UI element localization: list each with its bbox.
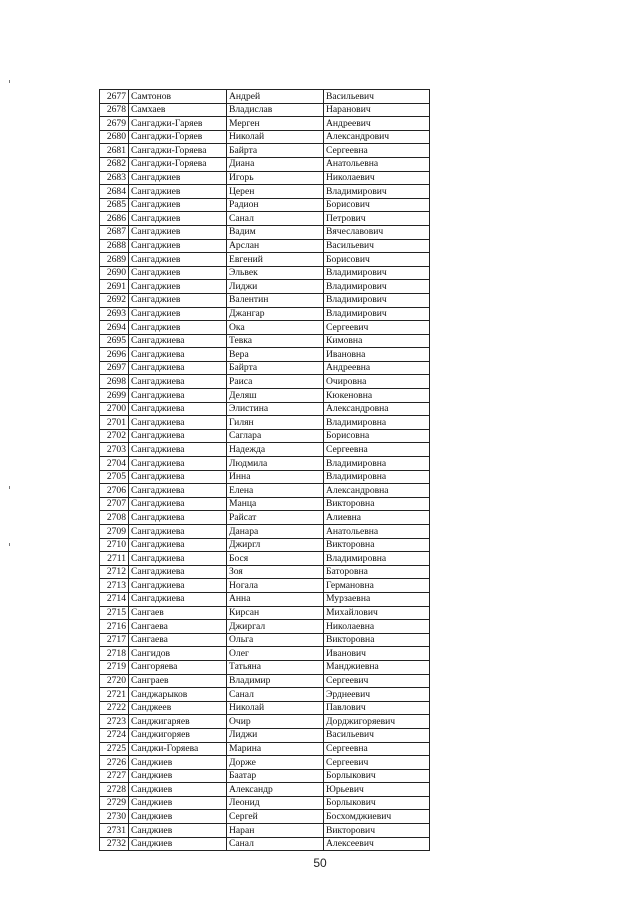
table-row — [100, 837, 430, 851]
row-number-cell: 2696 — [100, 348, 129, 362]
first-name-cell: Олег — [227, 647, 324, 661]
last-name-cell: Сангаджиева — [129, 552, 227, 566]
first-name-cell: Джиргал — [227, 620, 324, 634]
table-row — [100, 429, 430, 443]
patronymic-cell: Викторовна — [324, 538, 430, 552]
patronymic-cell: Очировна — [324, 375, 430, 389]
row-number-cell: 2705 — [100, 470, 129, 484]
first-name-cell: Саглара — [227, 429, 324, 443]
last-name-cell: Самхаев — [129, 103, 227, 117]
row-number-cell: 2716 — [100, 620, 129, 634]
first-name-cell: Джиргл — [227, 538, 324, 552]
patronymic-cell: Николаевич — [324, 171, 430, 185]
table-row — [100, 171, 430, 185]
first-name-cell: Вера — [227, 348, 324, 362]
first-name-cell: Радион — [227, 198, 324, 212]
first-name-cell: Владислав — [227, 103, 324, 117]
last-name-cell: Сангаджиева — [129, 416, 227, 430]
last-name-cell: Сангаджиева — [129, 592, 227, 606]
first-name-cell: Валентин — [227, 293, 324, 307]
table-row — [100, 117, 430, 131]
last-name-cell: Сангаджи-Горяев — [129, 130, 227, 144]
first-name-cell: Данара — [227, 525, 324, 539]
last-name-cell: Сангаева — [129, 633, 227, 647]
patronymic-cell: Манджиевна — [324, 660, 430, 674]
patronymic-cell: Владимировна — [324, 457, 430, 471]
last-name-cell: Сангаджиева — [129, 402, 227, 416]
table-row — [100, 728, 430, 742]
patronymic-cell: Васильевич — [324, 239, 430, 253]
patronymic-cell: Баторовна — [324, 565, 430, 579]
first-name-cell: Инна — [227, 470, 324, 484]
row-number-cell: 2695 — [100, 334, 129, 348]
row-number-cell: 2707 — [100, 497, 129, 511]
last-name-cell: Санджеев — [129, 701, 227, 715]
row-number-cell: 2715 — [100, 606, 129, 620]
row-number-cell: 2721 — [100, 688, 129, 702]
row-number-cell: 2731 — [100, 824, 129, 838]
table-row — [100, 769, 430, 783]
table-row — [100, 375, 430, 389]
table-row — [100, 511, 430, 525]
table-row — [100, 701, 430, 715]
row-number-cell: 2689 — [100, 253, 129, 267]
first-name-cell: Мерген — [227, 117, 324, 131]
last-name-cell: Сангаджиев — [129, 280, 227, 294]
last-name-cell: Сангаджиева — [129, 361, 227, 375]
row-number-cell: 2699 — [100, 389, 129, 403]
last-name-cell: Сангаджиева — [129, 525, 227, 539]
table-row — [100, 443, 430, 457]
first-name-cell: Санал — [227, 837, 324, 851]
patronymic-cell: Владимирович — [324, 266, 430, 280]
first-name-cell: Владимир — [227, 674, 324, 688]
table-row — [100, 565, 430, 579]
patronymic-cell: Алексеевич — [324, 837, 430, 851]
first-name-cell: Гилян — [227, 416, 324, 430]
scan-speck — [9, 80, 10, 83]
first-name-cell: Манца — [227, 497, 324, 511]
last-name-cell: Санджигаряев — [129, 715, 227, 729]
last-name-cell: Сангаджиев — [129, 212, 227, 226]
row-number-cell: 2718 — [100, 647, 129, 661]
row-number-cell: 2722 — [100, 701, 129, 715]
first-name-cell: Сергей — [227, 810, 324, 824]
table-row — [100, 334, 430, 348]
row-number-cell: 2698 — [100, 375, 129, 389]
last-name-cell: Сангаджиева — [129, 511, 227, 525]
row-number-cell: 2683 — [100, 171, 129, 185]
first-name-cell: Деляш — [227, 389, 324, 403]
last-name-cell: Сангаджиев — [129, 225, 227, 239]
last-name-cell: Сангаджиев — [129, 171, 227, 185]
table-row — [100, 620, 430, 634]
last-name-cell: Сангаджиева — [129, 457, 227, 471]
table-row — [100, 742, 430, 756]
patronymic-cell: Наранович — [324, 103, 430, 117]
last-name-cell: Сангаджиева — [129, 375, 227, 389]
first-name-cell: Николай — [227, 701, 324, 715]
row-number-cell: 2686 — [100, 212, 129, 226]
patronymic-cell: Владимирович — [324, 307, 430, 321]
row-number-cell: 2725 — [100, 742, 129, 756]
last-name-cell: Сангаджиева — [129, 497, 227, 511]
row-number-cell: 2726 — [100, 756, 129, 770]
table-row — [100, 348, 430, 362]
patronymic-cell: Васильевич — [324, 728, 430, 742]
row-number-cell: 2732 — [100, 837, 129, 851]
row-number-cell: 2709 — [100, 525, 129, 539]
table-row — [100, 538, 430, 552]
table-row — [100, 579, 430, 593]
row-number-cell: 2678 — [100, 103, 129, 117]
first-name-cell: Райсат — [227, 511, 324, 525]
row-number-cell: 2702 — [100, 429, 129, 443]
last-name-cell: Санджиев — [129, 796, 227, 810]
row-number-cell: 2679 — [100, 117, 129, 131]
patronymic-cell: Борлыкович — [324, 769, 430, 783]
last-name-cell: Санджарыков — [129, 688, 227, 702]
last-name-cell: Сангаджи-Горяева — [129, 144, 227, 158]
patronymic-cell: Владимирович — [324, 293, 430, 307]
patronymic-cell: Сергеевна — [324, 742, 430, 756]
table-row — [100, 293, 430, 307]
last-name-cell: Санджиев — [129, 756, 227, 770]
last-name-cell: Сангаджиева — [129, 348, 227, 362]
last-name-cell: Сангаджиева — [129, 429, 227, 443]
patronymic-cell: Сергеевич — [324, 674, 430, 688]
patronymic-cell: Борисовна — [324, 429, 430, 443]
first-name-cell: Кирсан — [227, 606, 324, 620]
first-name-cell: Джангар — [227, 307, 324, 321]
first-name-cell: Ольга — [227, 633, 324, 647]
table-row — [100, 416, 430, 430]
row-number-cell: 2684 — [100, 185, 129, 199]
last-name-cell: Сангаджи-Горяева — [129, 157, 227, 171]
patronymic-cell: Владимировна — [324, 416, 430, 430]
table-row — [100, 688, 430, 702]
last-name-cell: Сангаджиев — [129, 198, 227, 212]
first-name-cell: Раиса — [227, 375, 324, 389]
last-name-cell: Сангаев — [129, 606, 227, 620]
first-name-cell: Диана — [227, 157, 324, 171]
last-name-cell: Санджиев — [129, 824, 227, 838]
table-row — [100, 457, 430, 471]
row-number-cell: 2720 — [100, 674, 129, 688]
first-name-cell: Николай — [227, 130, 324, 144]
row-number-cell: 2697 — [100, 361, 129, 375]
row-number-cell: 2680 — [100, 130, 129, 144]
last-name-cell: Сангаджиева — [129, 443, 227, 457]
row-number-cell: 2710 — [100, 538, 129, 552]
patronymic-cell: Викторовна — [324, 633, 430, 647]
last-name-cell: Санджиев — [129, 810, 227, 824]
patronymic-cell: Алиевна — [324, 511, 430, 525]
table-row — [100, 280, 430, 294]
patronymic-cell: Павлович — [324, 701, 430, 715]
last-name-cell: Сангаджиева — [129, 470, 227, 484]
row-number-cell: 2713 — [100, 579, 129, 593]
row-number-cell: 2693 — [100, 307, 129, 321]
row-number-cell: 2685 — [100, 198, 129, 212]
row-number-cell: 2719 — [100, 660, 129, 674]
table-row — [100, 307, 430, 321]
row-number-cell: 2694 — [100, 321, 129, 335]
patronymic-cell: Босхомджиевич — [324, 810, 430, 824]
last-name-cell: Сангаджиева — [129, 579, 227, 593]
patronymic-cell: Сергеевна — [324, 443, 430, 457]
table-row — [100, 606, 430, 620]
last-name-cell: Сангаджиев — [129, 266, 227, 280]
patronymic-cell: Ивановна — [324, 348, 430, 362]
first-name-cell: Байрта — [227, 361, 324, 375]
patronymic-cell: Борисович — [324, 253, 430, 267]
row-number-cell: 2727 — [100, 769, 129, 783]
first-name-cell: Надежда — [227, 443, 324, 457]
row-number-cell: 2690 — [100, 266, 129, 280]
row-number-cell: 2677 — [100, 90, 129, 104]
table-row — [100, 525, 430, 539]
first-name-cell: Андрей — [227, 90, 324, 104]
patronymic-cell: Петрович — [324, 212, 430, 226]
last-name-cell: Сангаджиев — [129, 321, 227, 335]
first-name-cell: Санал — [227, 688, 324, 702]
table-row — [100, 321, 430, 335]
table-row — [100, 592, 430, 606]
patronymic-cell: Борлыкович — [324, 796, 430, 810]
last-name-cell: Сангаджиева — [129, 484, 227, 498]
patronymic-cell: Михайлович — [324, 606, 430, 620]
table-row — [100, 660, 430, 674]
patronymic-cell: Владимирович — [324, 185, 430, 199]
first-name-cell: Эльвек — [227, 266, 324, 280]
table-row — [100, 266, 430, 280]
first-name-cell: Лиджи — [227, 280, 324, 294]
table-row — [100, 796, 430, 810]
first-name-cell: Александр — [227, 783, 324, 797]
row-number-cell: 2711 — [100, 552, 129, 566]
last-name-cell: Сангоряева — [129, 660, 227, 674]
first-name-cell: Церен — [227, 185, 324, 199]
row-number-cell: 2706 — [100, 484, 129, 498]
table-row — [100, 185, 430, 199]
first-name-cell: Леонид — [227, 796, 324, 810]
table-row — [100, 389, 430, 403]
table-row — [100, 756, 430, 770]
patronymic-cell: Сергеевич — [324, 321, 430, 335]
row-number-cell: 2704 — [100, 457, 129, 471]
table-row — [100, 484, 430, 498]
patronymic-cell: Сергеевна — [324, 144, 430, 158]
table-row — [100, 90, 430, 104]
table-row — [100, 810, 430, 824]
table-row — [100, 715, 430, 729]
table-row — [100, 783, 430, 797]
table-row — [100, 225, 430, 239]
row-number-cell: 2717 — [100, 633, 129, 647]
patronymic-cell: Викторович — [324, 824, 430, 838]
first-name-cell: Евгений — [227, 253, 324, 267]
last-name-cell: Сангаджиев — [129, 185, 227, 199]
last-name-cell: Санджиев — [129, 783, 227, 797]
last-name-cell: Сангаджиев — [129, 293, 227, 307]
patronymic-cell: Юрьевич — [324, 783, 430, 797]
patronymic-cell: Андреевна — [324, 361, 430, 375]
last-name-cell: Сангаджиева — [129, 334, 227, 348]
patronymic-cell: Николаевна — [324, 620, 430, 634]
first-name-cell: Татьяна — [227, 660, 324, 674]
table-row — [100, 361, 430, 375]
row-number-cell: 2723 — [100, 715, 129, 729]
table-row — [100, 212, 430, 226]
patronymic-cell: Борисович — [324, 198, 430, 212]
row-number-cell: 2724 — [100, 728, 129, 742]
first-name-cell: Игорь — [227, 171, 324, 185]
row-number-cell: 2681 — [100, 144, 129, 158]
patronymic-cell: Владимировна — [324, 470, 430, 484]
row-number-cell: 2703 — [100, 443, 129, 457]
last-name-cell: Сангаева — [129, 620, 227, 634]
first-name-cell: Вадим — [227, 225, 324, 239]
table-row — [100, 824, 430, 838]
last-name-cell: Сангаджиева — [129, 538, 227, 552]
last-name-cell: Сангаджиева — [129, 389, 227, 403]
table-row — [100, 402, 430, 416]
last-name-cell: Санджиев — [129, 769, 227, 783]
row-number-cell: 2730 — [100, 810, 129, 824]
patronymic-cell: Анатольевна — [324, 525, 430, 539]
first-name-cell: Санал — [227, 212, 324, 226]
patronymic-cell: Кюкеновна — [324, 389, 430, 403]
first-name-cell: Байрта — [227, 144, 324, 158]
row-number-cell: 2708 — [100, 511, 129, 525]
first-name-cell: Наран — [227, 824, 324, 838]
last-name-cell: Санджи-Горяева — [129, 742, 227, 756]
row-number-cell: 2712 — [100, 565, 129, 579]
patronymic-cell: Анатольевна — [324, 157, 430, 171]
last-name-cell: Сангаджи-Гаряев — [129, 117, 227, 131]
last-name-cell: Санджиев — [129, 837, 227, 851]
table-row — [100, 674, 430, 688]
first-name-cell: Анна — [227, 592, 324, 606]
first-name-cell: Ногала — [227, 579, 324, 593]
patronymic-cell: Вячеславович — [324, 225, 430, 239]
table-row — [100, 157, 430, 171]
patronymic-cell: Васильевич — [324, 90, 430, 104]
patronymic-cell: Александровна — [324, 402, 430, 416]
last-name-cell: Санграев — [129, 674, 227, 688]
table-row — [100, 470, 430, 484]
patronymic-cell: Андреевич — [324, 117, 430, 131]
table-row — [100, 552, 430, 566]
row-number-cell: 2729 — [100, 796, 129, 810]
last-name-cell: Сангаджиев — [129, 239, 227, 253]
first-name-cell: Тевка — [227, 334, 324, 348]
scan-speck — [9, 486, 10, 489]
row-number-cell: 2701 — [100, 416, 129, 430]
row-number-cell: 2714 — [100, 592, 129, 606]
row-number-cell: 2692 — [100, 293, 129, 307]
names-table-body — [100, 90, 430, 851]
last-name-cell: Сангаджиева — [129, 565, 227, 579]
table-row — [100, 497, 430, 511]
row-number-cell: 2687 — [100, 225, 129, 239]
patronymic-cell: Германовна — [324, 579, 430, 593]
first-name-cell: Ока — [227, 321, 324, 335]
patronymic-cell: Мурзаевна — [324, 592, 430, 606]
names-table — [99, 89, 430, 851]
table-row — [100, 633, 430, 647]
first-name-cell: Элистина — [227, 402, 324, 416]
patronymic-cell: Сергеевич — [324, 756, 430, 770]
last-name-cell: Санджигоряев — [129, 728, 227, 742]
patronymic-cell: Дорджигоряевич — [324, 715, 430, 729]
patronymic-cell: Александрович — [324, 130, 430, 144]
first-name-cell: Людмила — [227, 457, 324, 471]
first-name-cell: Елена — [227, 484, 324, 498]
last-name-cell: Сангаджиев — [129, 253, 227, 267]
first-name-cell: Бося — [227, 552, 324, 566]
last-name-cell: Сангидов — [129, 647, 227, 661]
patronymic-cell: Викторовна — [324, 497, 430, 511]
table-row — [100, 130, 430, 144]
scan-speck — [9, 543, 10, 546]
first-name-cell: Лиджи — [227, 728, 324, 742]
patronymic-cell: Иванович — [324, 647, 430, 661]
first-name-cell: Дорже — [227, 756, 324, 770]
first-name-cell: Баатар — [227, 769, 324, 783]
last-name-cell: Самтонов — [129, 90, 227, 104]
table-row — [100, 198, 430, 212]
table-row — [100, 647, 430, 661]
first-name-cell: Марина — [227, 742, 324, 756]
patronymic-cell: Кимовна — [324, 334, 430, 348]
row-number-cell: 2688 — [100, 239, 129, 253]
table-row — [100, 103, 430, 117]
page-number: 50 — [313, 856, 327, 870]
first-name-cell: Арслан — [227, 239, 324, 253]
last-name-cell: Сангаджиев — [129, 307, 227, 321]
patronymic-cell: Эрднеевич — [324, 688, 430, 702]
row-number-cell: 2682 — [100, 157, 129, 171]
row-number-cell: 2700 — [100, 402, 129, 416]
row-number-cell: 2691 — [100, 280, 129, 294]
table-row — [100, 239, 430, 253]
table-row — [100, 253, 430, 267]
patronymic-cell: Александровна — [324, 484, 430, 498]
patronymic-cell: Владимирович — [324, 280, 430, 294]
table-row — [100, 144, 430, 158]
patronymic-cell: Владимировна — [324, 552, 430, 566]
first-name-cell: Зоя — [227, 565, 324, 579]
first-name-cell: Очир — [227, 715, 324, 729]
row-number-cell: 2728 — [100, 783, 129, 797]
